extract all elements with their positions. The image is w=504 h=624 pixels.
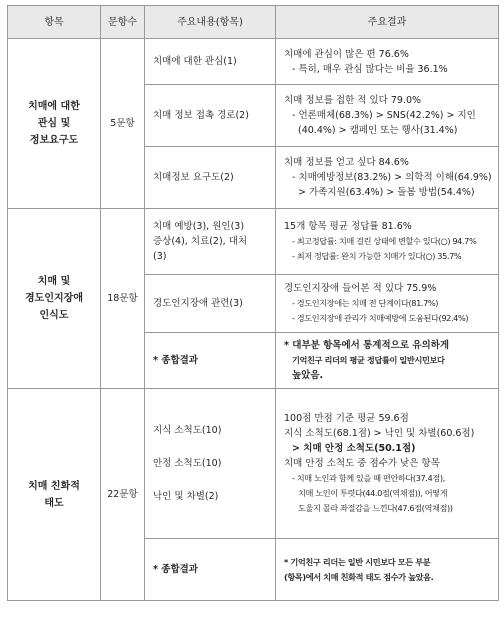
content-item: 치매 예방(3), 원인(3) 증상(4), 치료(2), 대처 (3) (145, 209, 276, 275)
section-count: 22문항 (101, 389, 145, 601)
content-item: 치매정보 요구도(2) (145, 147, 276, 209)
result-cell: 치매에 관심이 많은 편 76.6% - 특히, 매우 관심 많다는 비율 36.1% (276, 39, 499, 85)
table-row (8, 209, 499, 275)
header-result: 주요결과 (276, 6, 499, 39)
result-cell: * 기억친구 리더는 일반 시민보다 모든 부분 (항목)에서 치매 친화적 태도 점수가 높았음. (276, 539, 499, 601)
result-cell: 15개 항목 평균 정답률 81.6% - 최고정답률: 치매 걸린 상태에 변할수 있다(○) 94.7% - 최저 정답률: 완치 가능한 치매가 있다(○) 35.7% (276, 209, 499, 275)
header-count: 문항수 (101, 6, 145, 39)
content-item: * 종합결과 (145, 539, 276, 601)
section-count: 18문항 (101, 209, 145, 389)
section-category: 치매 및 경도인지장애 인식도 (8, 209, 101, 389)
content-item: 치매 정보 접촉 경로(2) (145, 85, 276, 147)
header-row (8, 6, 499, 39)
content-item: 지식 소척도(10) 안정 소척도(10) 낙인 및 차별(2) (145, 389, 276, 539)
header-content: 주요내용(항목) (145, 6, 276, 39)
section-category: 치매에 대한 관심 및 정보요구도 (8, 39, 101, 209)
section-category: 치매 친화적 태도 (8, 389, 101, 601)
result-cell: 경도인지장애 들어본 적 있다 75.9% - 경도인지장애는 치매 전 단계이다(81.7%) - 경도인지장애 관리가 치매예방에 도움된다(92.4%) (276, 275, 499, 333)
section-count: 5문항 (101, 39, 145, 209)
table-row (8, 39, 499, 85)
result-cell: 100점 만점 기준 평균 59.6점 지식 소척도(68.1점) > 낙인 및 차별(60.6점) > 치매 안정 소척도(50.1점) 치매 안정 소척도 중 점수가 낮은 항목 - 치매 노인과 함께 있을 때 편안하다(37.4점), 치매 노인이 투렷다(44.0점(역채점)), 어떻게 도울지 몰라 좌절감을 느낀다(47.6점(역채점)) (276, 389, 499, 539)
result-cell: * 대부분 항목에서 통계적으로 유의하게 기억친구 리더의 평균 정답률이 일반시민보다 높았음. (276, 333, 499, 389)
survey-results-table (7, 5, 499, 601)
content-item: * 종합결과 (145, 333, 276, 389)
result-cell: 치매 정보를 접한 적 있다 79.0% - 언론매체(68.3%) > SNS(42.2%) > 지인 (40.4%) > 캠페인 또는 행사(31.4%) (276, 85, 499, 147)
content-item: 경도인지장애 관련(3) (145, 275, 276, 333)
content-item: 치매에 대한 관심(1) (145, 39, 276, 85)
result-cell: 치매 정보를 얻고 싶다 84.6% - 치매예방정보(83.2%) > 의학적 이해(64.9%) > 가족지원(63.4%) > 돌봄 방법(54.4%) (276, 147, 499, 209)
table-row (8, 389, 499, 539)
header-category: 항목 (8, 6, 101, 39)
